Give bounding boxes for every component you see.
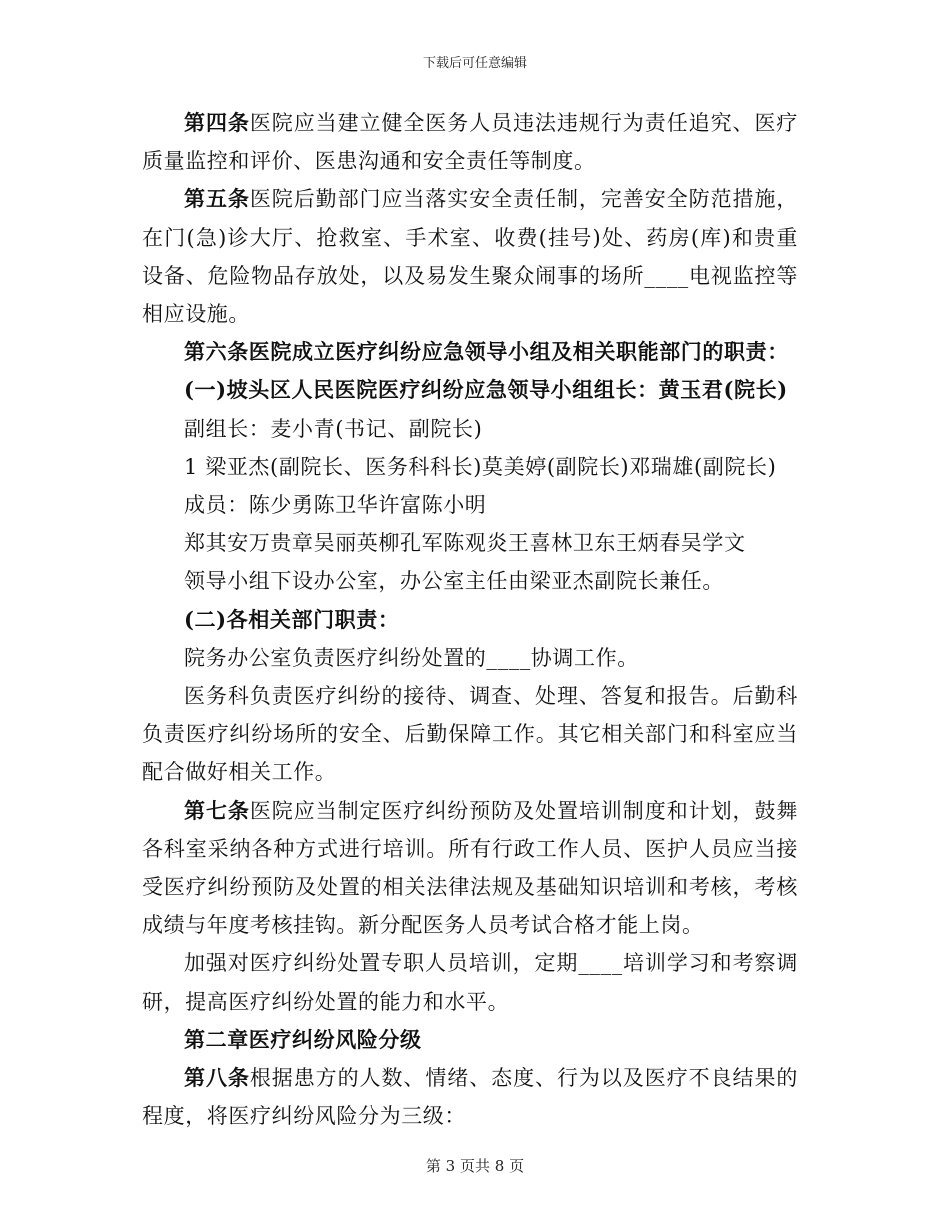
section-2-heading: (二)各相关部门职责： bbox=[184, 606, 400, 632]
article-heading: 第七条 bbox=[184, 797, 250, 823]
page-header: 下载后可任意编辑 bbox=[422, 56, 527, 71]
article-7 bbox=[142, 792, 798, 945]
article-text: 医院应当建立健全医务人员违法违规行为责任追究、医疗质量监控和评价、医患沟通和安全责任等制度。 bbox=[142, 111, 798, 174]
article-8 bbox=[142, 1059, 798, 1135]
deputy-list-line: 1 梁亚杰(副院长、医务科科长)莫美婷(副院长)邓瑞雄(副院长) bbox=[184, 454, 777, 479]
chapter-2-heading: 第二章医疗纠纷风险分级 bbox=[184, 1026, 422, 1052]
deputy-leader-line: 副组长：麦小青(书记、副院长) bbox=[184, 416, 483, 441]
section-1-heading: (一)坡头区人民医院医疗纠纷应急领导小组组长：黄玉君(院长) bbox=[184, 377, 788, 403]
article-5 bbox=[142, 180, 798, 333]
article-6-heading: 第六条医院成立医疗纠纷应急领导小组及相关职能部门的职责： bbox=[184, 339, 789, 365]
document-body bbox=[142, 104, 798, 1135]
training-paragraph: 加强对医疗纠纷处置专职人员培训，定期____培训学习和考察调研，提高医疗纠纷处置的能力和水平。 bbox=[142, 951, 798, 1014]
article-text: 医院应当制定医疗纠纷预防及处置培训制度和计划，鼓舞各科室采纳各种方式进行培训。所有行政工作人员、医护人员应当接受医疗纠纷预防及处置的相关法律法规及基础知识培训和考核，考核成绩与年度考核挂钩。新分配医务人员考试合格才能上岗。 bbox=[142, 798, 798, 938]
members-line: 成员：陈少勇陈卫华许富陈小明 bbox=[184, 493, 487, 518]
page-footer: 第 3 页共 8 页 bbox=[425, 1157, 525, 1175]
medical-dept-duty: 医务科负责医疗纠纷的接待、调查、处理、答复和报告。后勤科负责医疗纠纷场所的安全、后勤保障工作。其它相关部门和科室应当配合做好相关工作。 bbox=[142, 684, 798, 785]
article-heading: 第四条 bbox=[184, 110, 250, 135]
members-line-2: 郑其安万贵章吴丽英柳孔军陈观炎王喜林卫东王炳春吴学文 bbox=[184, 531, 746, 556]
office-duty-line: 院务办公室负责医疗纠纷处置的____协调工作。 bbox=[184, 645, 639, 670]
article-4 bbox=[142, 104, 798, 180]
article-heading: 第五条 bbox=[184, 186, 250, 212]
article-text: 医院后勤部门应当落实安全责任制，完善安全防范措施，在门(急)诊大厅、抢救室、手术室、收费(挂号)处、药房(库)和贵重设备、危险物品存放处，以及易发生聚众闹事的场所____电视监控等相应设施。 bbox=[142, 187, 798, 327]
article-text: 根据患方的人数、情绪、态度、行为以及医疗不良结果的程度，将医疗纠纷风险分为三级： bbox=[142, 1066, 798, 1129]
office-line: 领导小组下设办公室，办公室主任由梁亚杰副院长兼任。 bbox=[184, 569, 724, 594]
article-heading: 第八条 bbox=[184, 1065, 250, 1091]
